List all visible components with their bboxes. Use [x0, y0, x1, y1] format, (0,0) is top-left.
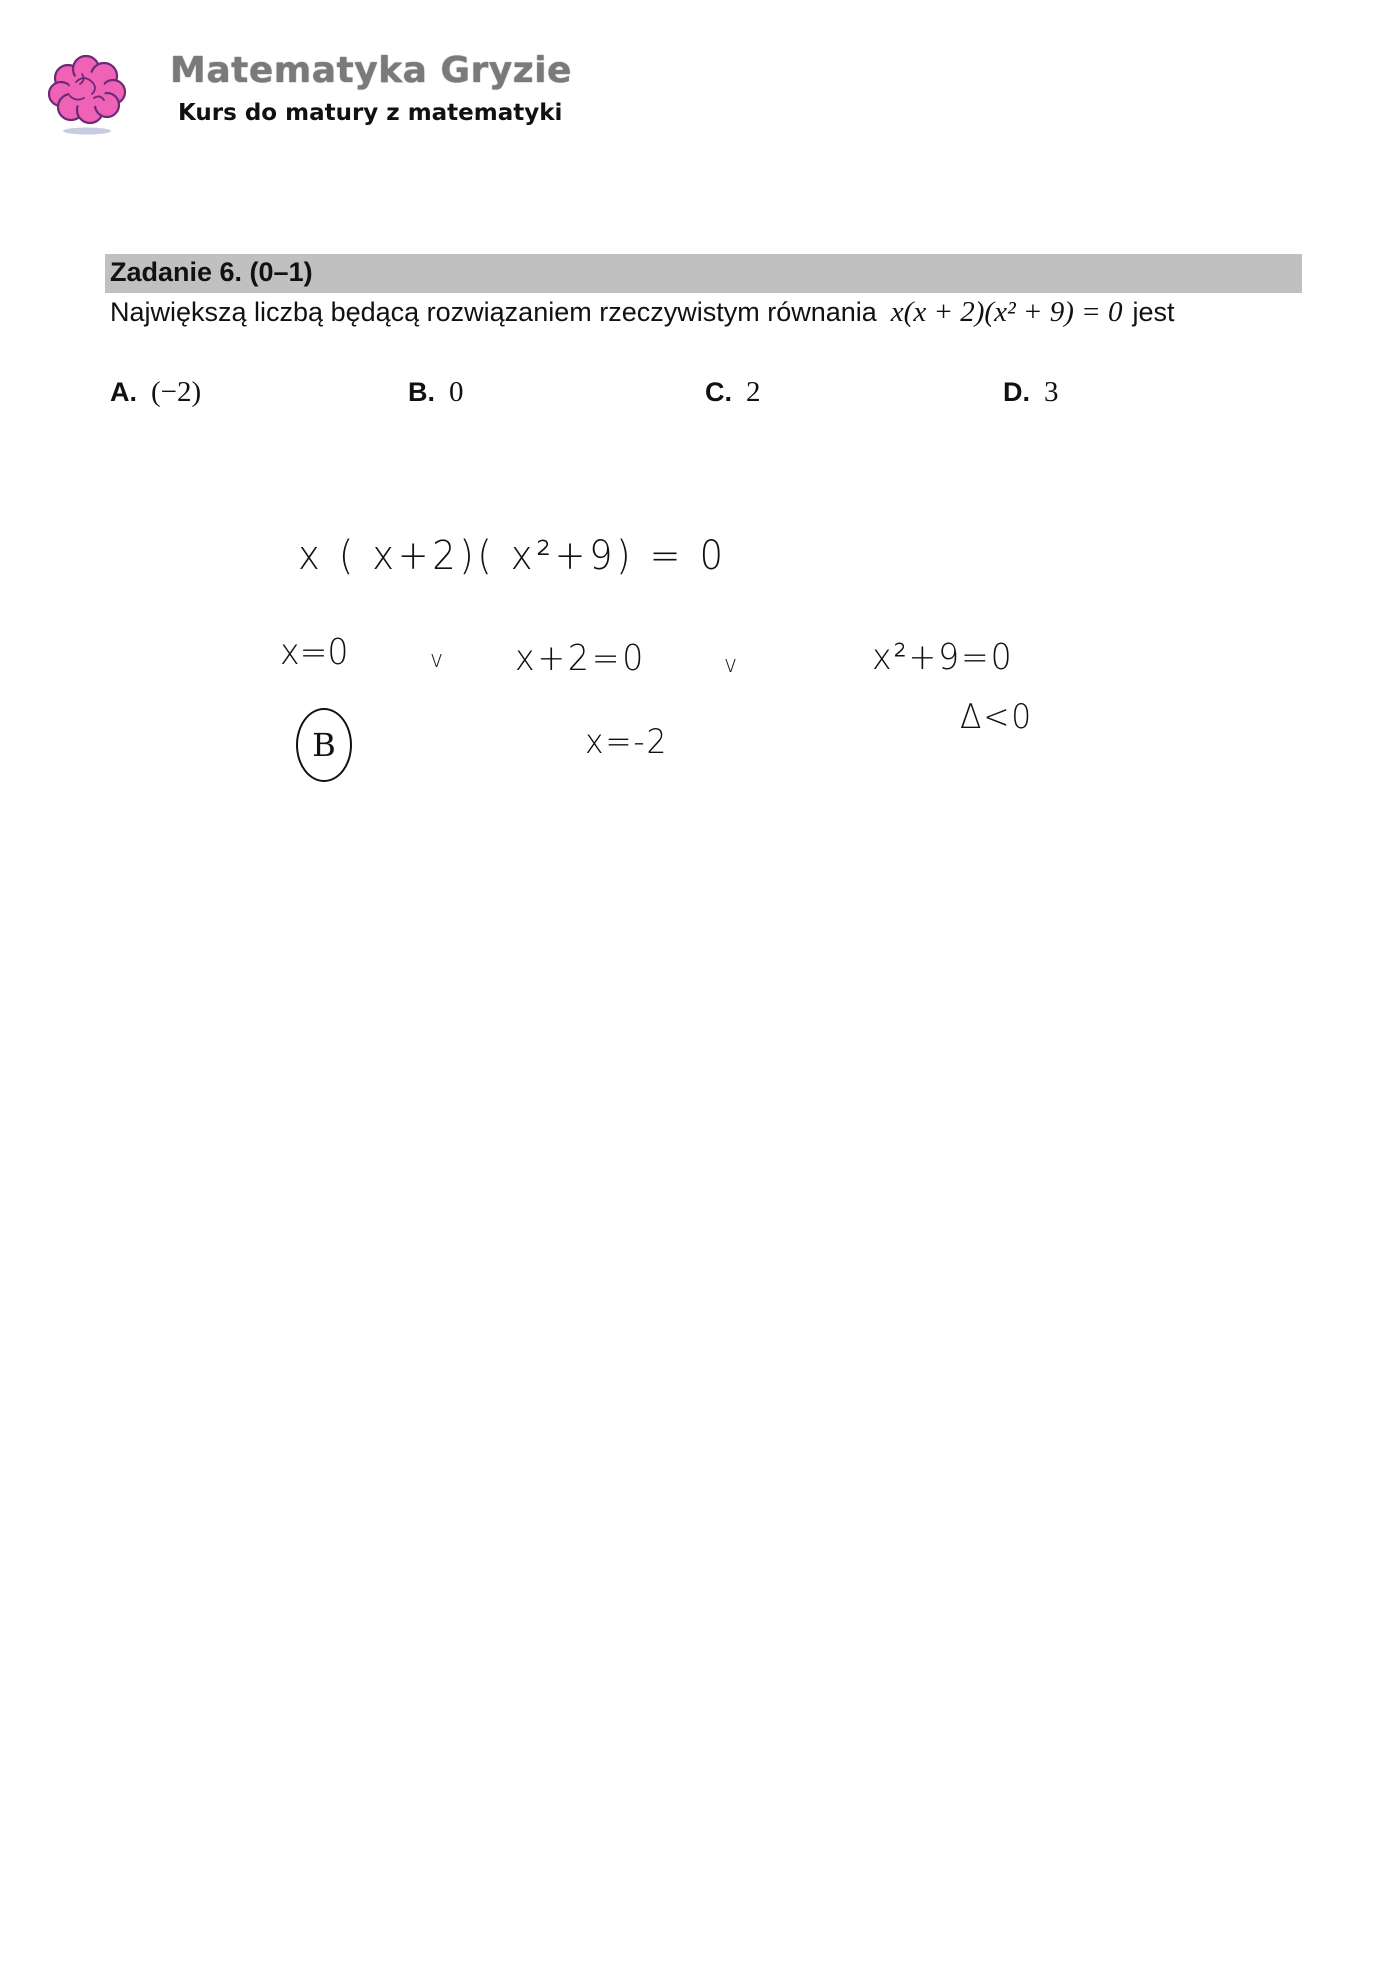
answer-option-a [110, 376, 201, 409]
answer-value: (−2) [151, 376, 202, 408]
handwritten-case2-result: x=-2 [585, 722, 669, 762]
handwritten-or-2: v [724, 650, 738, 678]
answer-letter: D. [1003, 377, 1030, 407]
answer-value: 2 [746, 376, 761, 408]
question-suffix: jest [1132, 297, 1175, 327]
answer-option-c [705, 376, 761, 409]
task-title: Zadanie 6. (0–1) [110, 257, 313, 287]
question [110, 296, 1174, 329]
circled-answer-letter: B [312, 726, 336, 764]
answer-value: 0 [449, 376, 464, 408]
handwritten-case3: x²+9=0 [872, 637, 1014, 678]
brand-subtitle: Kurs do matury z matematyki [178, 100, 563, 126]
handwritten-case2: x+2=0 [515, 638, 647, 679]
handwritten-case3-result: Δ<0 [960, 697, 1034, 737]
answer-letter: B. [408, 377, 435, 407]
answer-option-b [408, 376, 464, 409]
circled-answer [296, 708, 352, 782]
answer-letter: C. [705, 377, 732, 407]
question-equation: x(x + 2)(x² + 9) = 0 [890, 296, 1123, 328]
question-text: Największą liczbą będącą rozwiązaniem rzeczywistym równania [110, 297, 877, 327]
handwritten-equation: x ( x+2)( x²+9) = 0 [298, 533, 727, 579]
answer-value: 3 [1044, 376, 1059, 408]
brand-title: Matematyka Gryzie [170, 50, 572, 91]
answer-option-d [1003, 376, 1059, 409]
handwritten-case1: x=0 [280, 632, 349, 673]
answer-letter: A. [110, 377, 137, 407]
brain-logo-icon [46, 52, 128, 136]
handwritten-or-1: v [430, 645, 444, 673]
